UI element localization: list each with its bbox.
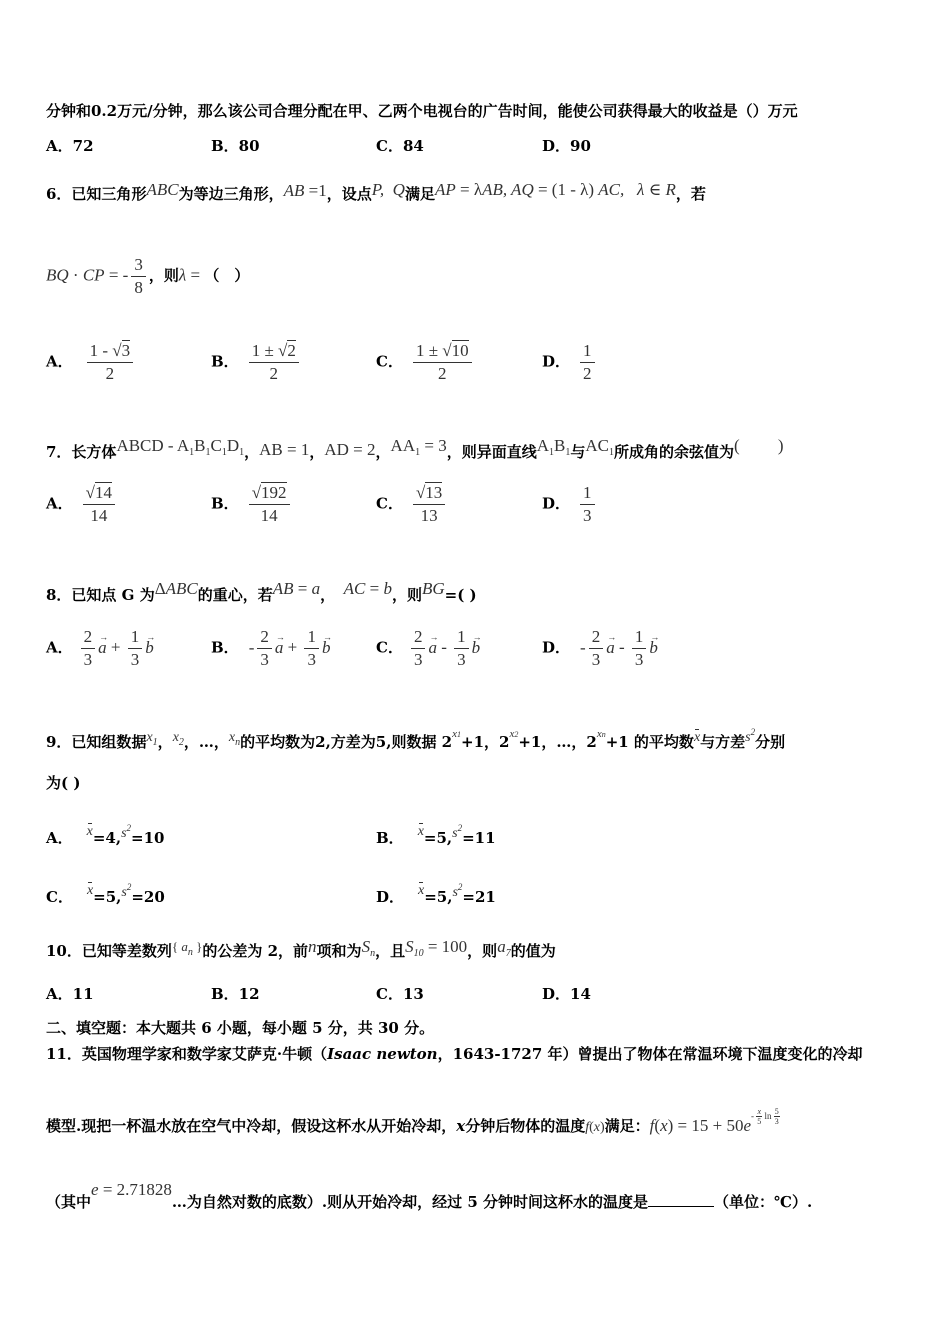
question-6-condition: BQ · CP = - $\frac{3}{8}$ ，则λ = （ ） xyxy=(46,255,250,297)
answer-blank[interactable] xyxy=(648,1206,714,1207)
question-10: 10．已知等差数列{ $a_n$ }的公差为 2，前n项和为$S_n$，且$S_{10} = 100$，则$a_7$的值为 xyxy=(46,937,556,960)
section-2-heading: 二、填空题：本大题共 6 小题，每小题 5 分，共 30 分。 xyxy=(46,1019,435,1037)
question-6: 6．已知三角形ABC为等边三角形，AB =1，设点P, Q满足AP = λAB, AQ = (1 - λ) AC, λ ∈ R，若 xyxy=(46,180,706,203)
q7-option-a: A． $\frac{√14}{14}$ xyxy=(46,484,118,525)
q8-option-d: D． - $\frac{2}{3}$ → a - $\frac{1}{3}$ → b xyxy=(542,628,658,669)
question-8: 8．已知点 G 为ΔABC的重心，若AB = a， AC = b，则BG=( ) xyxy=(46,579,477,604)
q5-option-b: B．80 xyxy=(211,137,260,155)
question-9: 9．已知组数据$x_1$，$x_2$，…，$x_n$的平均数为2,方差为5,则数据 $2^{x1}+1$，$2^{x2}+1$，…，$2^{xn}+1$ 的平均数x与方差$s^2$分别 xyxy=(46,727,786,751)
q5-option-c: C．84 xyxy=(376,137,424,155)
q6-option-b: B． $\frac{1 \pm √2}{2}$ xyxy=(211,342,302,383)
q10-option-d: D．14 xyxy=(542,985,591,1003)
q6-option-a: A． $\frac{1 - √3}{2}$ xyxy=(46,342,136,383)
q9-option-c: C． $x=5,s^2=20$ xyxy=(46,882,165,906)
q7-option-d: D． $\frac{1}{3}$ xyxy=(542,484,598,525)
q5-option-a: A．72 xyxy=(46,137,94,155)
q10-option-b: B．12 xyxy=(211,985,260,1003)
q9-option-a: A． $x=4,s^2=10$ xyxy=(46,823,165,847)
q8-option-c: C． $\frac{2}{3}$ → a - $\frac{1}{3}$ → b xyxy=(376,628,480,669)
question-9-cont: 为( ) xyxy=(46,774,81,792)
q7-option-c: C． $\frac{√13}{13}$ xyxy=(376,484,448,525)
q8-option-a: A． $\frac{2}{3}$ → a + $\frac{1}{3}$ → b xyxy=(46,628,154,669)
q7-option-b: B． $\frac{√192}{14}$ xyxy=(211,484,293,525)
question-11: 11．英国物理学家和数学家艾萨克·牛顿（Isaac newton，1643-1727 年）曾提出了物体在常温环境下温度变化的冷却 xyxy=(46,1045,863,1063)
question-11-line2: 模型.现把一杯温水放在空气中冷却，假设这杯水从开始冷却，x分钟后物体的温度f(x)满足：$f(x) = 15 + 50e^{- \frac{x}{5} ln \frac{5}{3}}$ xyxy=(46,1107,779,1135)
question-7: 7．长方体ABCD - $A_1B_1C_1D_1$，AB = 1，AD = 2，$AA_1 = 3$，则异面直线$A_1B_1$与$AC_1$所成角的余弦值为( ) xyxy=(46,436,784,461)
q10-option-a: A．11 xyxy=(46,985,94,1003)
question-11-line3: （其中e = 2.71828…为自然对数的底数）.则从开始冷却，经过 5 分钟时间这杯水的温度是 （单位：℃）. xyxy=(46,1180,813,1211)
q8-option-b: B． - $\frac{2}{3}$ → a + $\frac{1}{3}$ → b xyxy=(211,628,330,669)
q10-option-c: C．13 xyxy=(376,985,424,1003)
q5-option-d: D．90 xyxy=(542,137,591,155)
q9-option-d: D． $x=5,s^2=21$ xyxy=(376,882,496,906)
q6-option-d: D． $\frac{1}{2}$ xyxy=(542,342,598,383)
q5-continuation: 分钟和0.2万元/分钟，那么该公司合理分配在甲、乙两个电视台的广告时间，能使公司获得最大的收益是（）万元 xyxy=(46,102,798,120)
q9-option-b: B． $x=5,s^2=11$ xyxy=(376,823,496,847)
q6-option-c: C． $\frac{1 \pm √10}{2}$ xyxy=(376,342,475,383)
